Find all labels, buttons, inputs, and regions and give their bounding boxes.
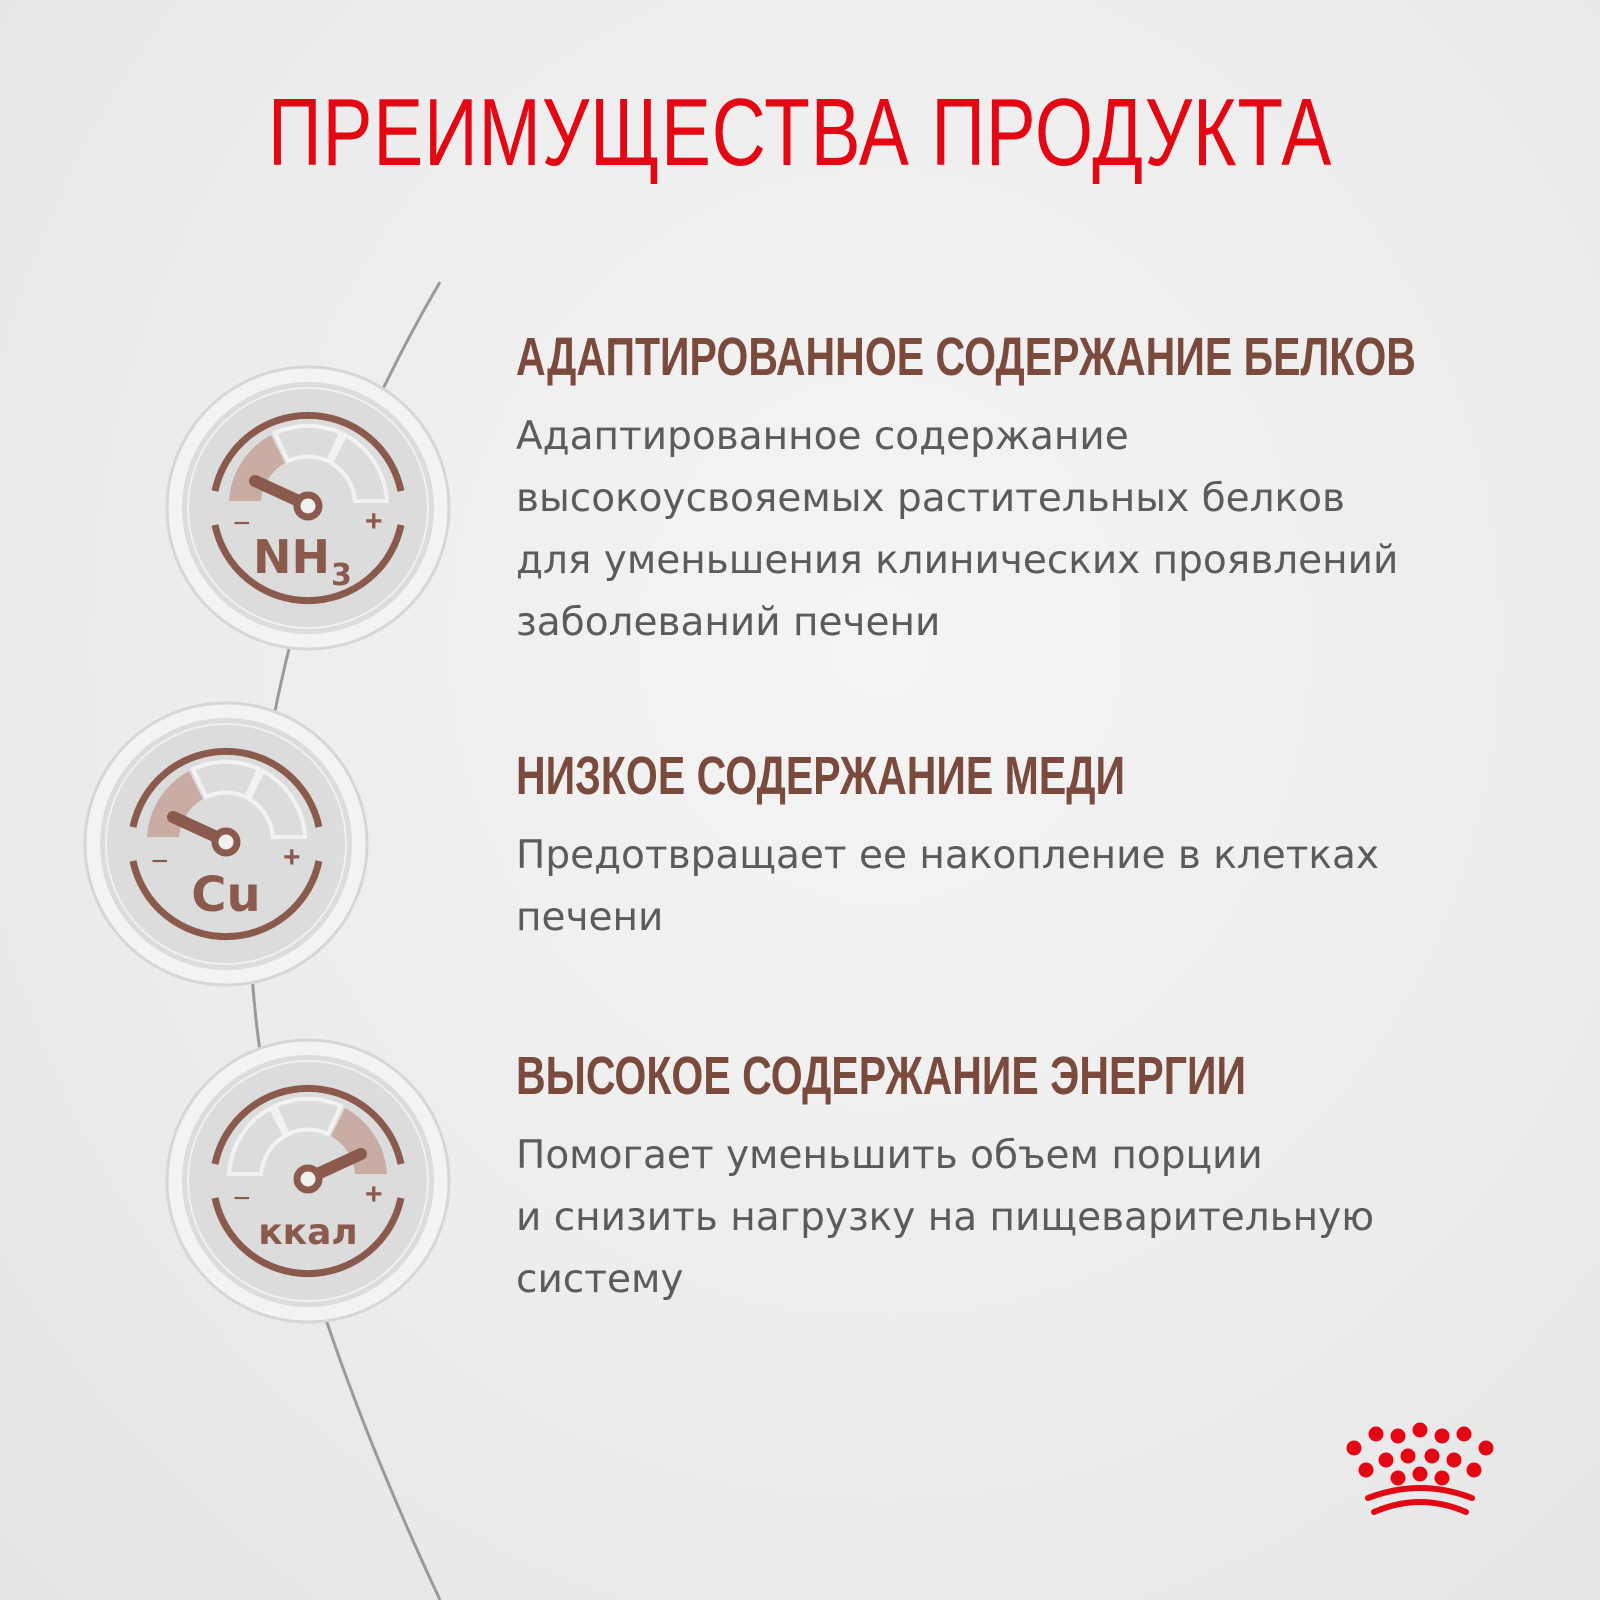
benefit-description xyxy=(516,1125,1546,1311)
benefit-line: систему xyxy=(516,1257,684,1302)
benefit-description xyxy=(516,825,1546,949)
copper-badge xyxy=(81,699,371,989)
benefit-heading: ВЫСОКОЕ СОДЕРЖАНИЕ ЭНЕРГИИ xyxy=(516,1046,1247,1106)
benefit-line: Помогает уменьшить объем порции xyxy=(516,1133,1263,1178)
crown-logo-icon xyxy=(1336,1422,1504,1522)
benefit-item-energy xyxy=(516,1045,1546,1311)
benefit-description xyxy=(516,406,1546,654)
energy-badge xyxy=(163,1036,453,1326)
protein-badge xyxy=(163,363,453,653)
benefit-heading: НИЗКОЕ СОДЕРЖАНИЕ МЕДИ xyxy=(516,746,1125,806)
protein-gauge-icon xyxy=(163,363,453,653)
plus-sign: + xyxy=(365,1178,383,1211)
benefit-item-copper xyxy=(516,745,1546,949)
benefit-heading: АДАПТИРОВАННОЕ СОДЕРЖАНИЕ БЕЛКОВ xyxy=(516,327,1416,387)
plus-sign: + xyxy=(365,505,383,538)
page-title: ПРЕИМУЩЕСТВА ПРОДУКТА xyxy=(267,79,1333,186)
benefit-line: высокоусвояемых растительных белков xyxy=(516,476,1345,521)
benefit-item-protein xyxy=(516,326,1546,654)
benefit-line: Адаптированное содержание xyxy=(516,414,1129,459)
energy-gauge-icon xyxy=(163,1036,453,1326)
benefit-line: и снизить нагрузку на пищеварительную xyxy=(516,1195,1375,1240)
benefit-line: Предотвращает ее накопление в клетках xyxy=(516,833,1379,878)
gauge-label: Cu xyxy=(191,867,261,923)
plus-sign: + xyxy=(283,841,301,874)
copper-gauge-icon xyxy=(81,699,371,989)
benefit-line: для уменьшения клинических проявлений xyxy=(516,538,1399,583)
minus-sign: − xyxy=(233,1182,251,1215)
gauge-label: NH xyxy=(253,530,330,584)
benefit-line: заболеваний печени xyxy=(516,600,941,645)
gauge-label: ккал xyxy=(258,1212,358,1253)
benefit-line: печени xyxy=(516,895,664,940)
gauge-subscript: 3 xyxy=(331,558,352,593)
minus-sign: − xyxy=(151,845,169,878)
minus-sign: − xyxy=(233,507,251,540)
